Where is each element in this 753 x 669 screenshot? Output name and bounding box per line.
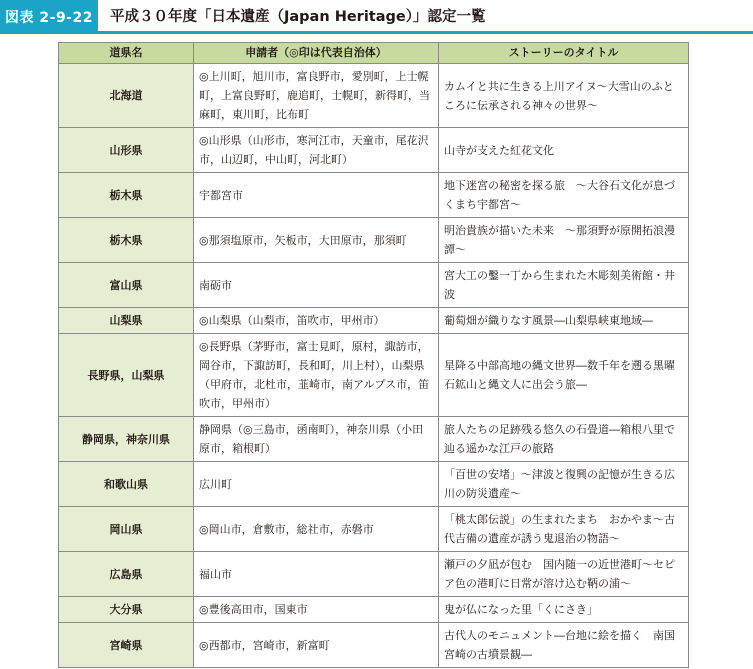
applicant-cell: ◎山形県（山形市，寒河江市，天童市，尾花沢市，山辺町，中山町，河北町） [194,128,439,173]
applicant-cell: ◎長野県（茅野市，富士見町，原村，諏訪市，岡谷市，下諏訪町，長和町，川上村），山梨県（甲府市，北杜市，韮崎市，南アルプス市，笛吹市，甲州市） [194,334,439,417]
prefecture-cell: 栃木県 [59,218,194,263]
figure-title: 平成３０年度「日本遺産（Japan Heritage）」認定一覧 [110,9,486,25]
figure-header [0,0,753,34]
prefecture-cell: 長野県，山梨県 [59,334,194,417]
table-row [59,308,689,334]
prefecture-cell: 宮崎県 [59,623,194,668]
column-header-applicant: 申請者（◎印は代表自治体） [194,43,439,64]
prefecture-cell: 岡山県 [59,507,194,552]
applicant-cell: ◎山梨県（山梨市，笛吹市，甲州市） [194,308,439,334]
prefecture-cell: 広島県 [59,552,194,597]
table-row [59,64,689,128]
story-title-cell: カムイと共に生きる上川アイヌ〜大雪山のふところに伝承される神々の世界〜 [439,64,689,128]
applicant-cell: ◎上川町，旭川市，富良野市，愛別町，上士幌町，上富良野町，鹿追町，士幌町，新得町，当麻町，東川町，比布町 [194,64,439,128]
figure-label: 図表 2-9-22 [0,0,98,34]
story-title-cell: 山寺が支えた紅花文化 [439,128,689,173]
table-row [59,417,689,462]
story-title-cell: 瀬戸の夕凪が包む 国内随一の近世港町〜セピア色の港町に日常が溶け込む鞆の浦〜 [439,552,689,597]
applicant-cell: 静岡県（◎三島市，函南町），神奈川県（小田原市，箱根町） [194,417,439,462]
applicant-cell: ◎豊後高田市，国東市 [194,597,439,623]
prefecture-cell: 山形県 [59,128,194,173]
table-row [59,507,689,552]
prefecture-cell: 大分県 [59,597,194,623]
figure-title-bar [98,0,753,34]
prefecture-cell: 山梨県 [59,308,194,334]
prefecture-cell: 静岡県，神奈川県 [59,417,194,462]
table-row [59,218,689,263]
prefecture-cell: 和歌山県 [59,462,194,507]
story-title-cell: 「百世の安堵」〜津波と復興の記憶が生きる広川の防災遺産〜 [439,462,689,507]
table-row [59,597,689,623]
prefecture-cell: 北海道 [59,64,194,128]
story-title-cell: 葡萄畑が織りなす風景―山梨県峡東地域― [439,308,689,334]
applicant-cell: 南砺市 [194,263,439,308]
applicant-cell: ◎西都市，宮崎市，新富町 [194,623,439,668]
table-row [59,462,689,507]
prefecture-cell: 栃木県 [59,173,194,218]
table-row [59,623,689,668]
applicant-cell: ◎岡山市，倉敷市，総社市，赤磐市 [194,507,439,552]
story-title-cell: 古代人のモニュメント―台地に絵を描く 南国宮崎の古墳景観― [439,623,689,668]
japan-heritage-table [58,42,689,668]
applicant-cell: 広川町 [194,462,439,507]
table-row [59,263,689,308]
story-title-cell: 明治貴族が描いた未来 〜那須野が原開拓浪漫譚〜 [439,218,689,263]
story-title-cell: 地下迷宮の秘密を探る旅 〜大谷石文化が息づくまち宇都宮〜 [439,173,689,218]
story-title-cell: 「桃太郎伝説」の生まれたまち おかやま〜古代吉備の遺産が誘う鬼退治の物語〜 [439,507,689,552]
prefecture-cell: 富山県 [59,263,194,308]
story-title-cell: 旅人たちの足跡残る悠久の石畳道―箱根八里で辿る遥かな江戸の旅路 [439,417,689,462]
story-title-cell: 鬼が仏になった里「くにさき」 [439,597,689,623]
table-header-row [59,43,689,64]
table-row [59,334,689,417]
story-title-cell: 星降る中部高地の縄文世界―数千年を遡る黒曜石鉱山と縄文人に出会う旅― [439,334,689,417]
column-header-story-title: ストーリーのタイトル [439,43,689,64]
table-row [59,552,689,597]
table-row [59,128,689,173]
story-title-cell: 宮大工の鑿一丁から生まれた木彫刻美術館・井波 [439,263,689,308]
column-header-prefecture: 道県名 [59,43,194,64]
applicant-cell: 宇都宮市 [194,173,439,218]
applicant-cell: ◎那須塩原市，矢板市，大田原市，那須町 [194,218,439,263]
applicant-cell: 福山市 [194,552,439,597]
table-row [59,173,689,218]
